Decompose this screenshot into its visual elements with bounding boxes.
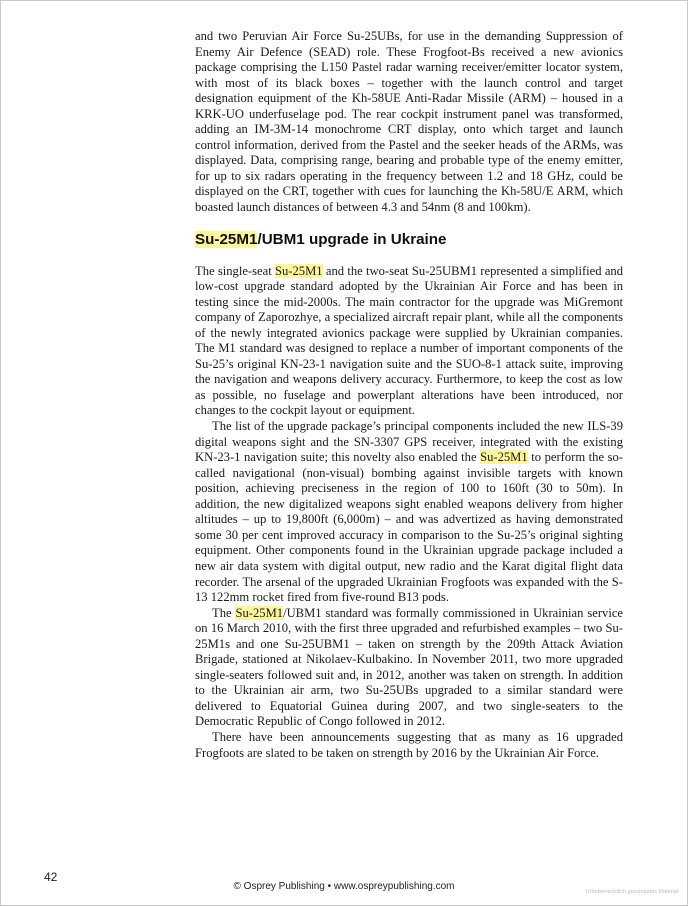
paragraph-1-text-a: The single-seat	[195, 263, 275, 278]
footer-credit: © Osprey Publishing • www.ospreypublishing.com	[233, 881, 455, 892]
intro-paragraph: and two Peruvian Air Force Su-25UBs, for use in the demanding Suppression of Enemy Air Defence (SEAD) role. These Frogfoot-Bs received a new avionics package comprising the L150 Pastel radar warning receiver/emitter locator system, with most of its black boxes – together with the launch control and target designation equipment of the Kh-58UE Anti-Radar Missile (ARM) – housed in a KRK-UO underfuselage pod. The rear cockpit instrument panel was transformed, adding an IM-3M-14 monochrome CRT display, onto which target and launch control information, derived from the Pastel and the seeker heads of the ARMs, was displayed. Data, comprising range, bearing and probable type of the enemy emitter, for up to six radars operating in the frequency between 1.2 and 18 GHz, could be displayed on the CRT, together with cues for launching the Kh-58U/E ARM, which boasted launch distances of between 4.3 and 54nm (8 and 100km).	[195, 29, 623, 215]
paragraph-3-text-b: /UBM1 standard was formally commissioned in Ukrainian service on 16 March 2010, with the first three upgraded and refurbished examples – two Su-25M1s and one Su-25UBM1 – taken on strength by the 209th Attack Aviation Brigade, stationed at Nikolaev-Kulbakino. In November 2011, two more upgraded single-seaters followed suit and, in 2012, another was taken on strength. In addition to the Ukrainian air arm, two Su-25UBs upgraded to a similar standard were delivered to Equatorial Guinea during 2007, and two single-seaters to the Democratic Republic of Congo followed in 2012.	[195, 605, 623, 729]
text-column	[195, 29, 623, 761]
page-number: 42	[44, 870, 58, 884]
heading-text: /UBM1 upgrade in Ukraine	[257, 230, 447, 248]
search-highlight: Su-25M1	[275, 263, 323, 278]
search-highlight: Su-25M1	[480, 450, 528, 465]
watermark: Urheberrechtlich geschütztes Material	[585, 889, 678, 895]
paragraph-1	[195, 264, 623, 419]
heading-highlight: Su-25M1	[195, 230, 258, 248]
paragraph-1-text-b: and the two-seat Su-25UBM1 represented a simplified and low-cost upgrade standard adopted by the Ukrainian Air Force and has been in testing since the mid-2000s. The main contractor for the upgrade was MiGremont company of Zaporozhye, a specialized aircraft repair plant, while all the components of the newly integrated avionics package were supplied by Ukrainian companies. The M1 standard was designed to replace a number of important components of the Su-25’s original KN-23-1 navigation suite and the SUO-8-1 attack suite, improving the navigation and weapons delivery accuracy. Furthermore, to keep the cost as low as possible, no fuselage and powerplant alterations have been introduced, nor changes to the cockpit layout or equipment.	[195, 263, 623, 418]
search-highlight: Su-25M1	[235, 605, 284, 620]
paragraph-3	[195, 606, 623, 730]
paragraph-2-text-a: The list of the upgrade package’s principal components included the new ILS-39 digital weapons sight and the SN-3307 GPS receiver, integrated with the existing KN-23-1 navigation suite; this novelty also enabled the	[195, 419, 623, 465]
paragraph-2-text-b: to perform the so-called navigational (non-visual) bombing against invisible targets with known position, achieving preciseness in the region of 100 to 160ft (30 to 50m). In addition, the new digitalized weapons sight enabled weapons delivery from higher altitudes – up to 19,800ft (6,000m) – and was advertized as having demonstrated some 30 per cent improved accuracy in comparison to the Su-25’s original sighting equipment. Other components found in the Ukrainian upgrade package included a new air data system with digital output, new radio and the Karat digital flight data recorder. The arsenal of the upgraded Ukrainian Frogfoots was expanded with the S-13 122mm rocket fired from five-round B13 pods.	[195, 450, 624, 605]
paragraph-4: There have been announcements suggesting that as many as 16 upgraded Frogfoots are slated to be taken on strength by 2016 by the Ukrainian Air Force.	[195, 729, 623, 760]
paragraph-3-text-a: The	[212, 605, 236, 620]
paragraph-2	[195, 419, 623, 606]
section-heading	[195, 230, 623, 250]
